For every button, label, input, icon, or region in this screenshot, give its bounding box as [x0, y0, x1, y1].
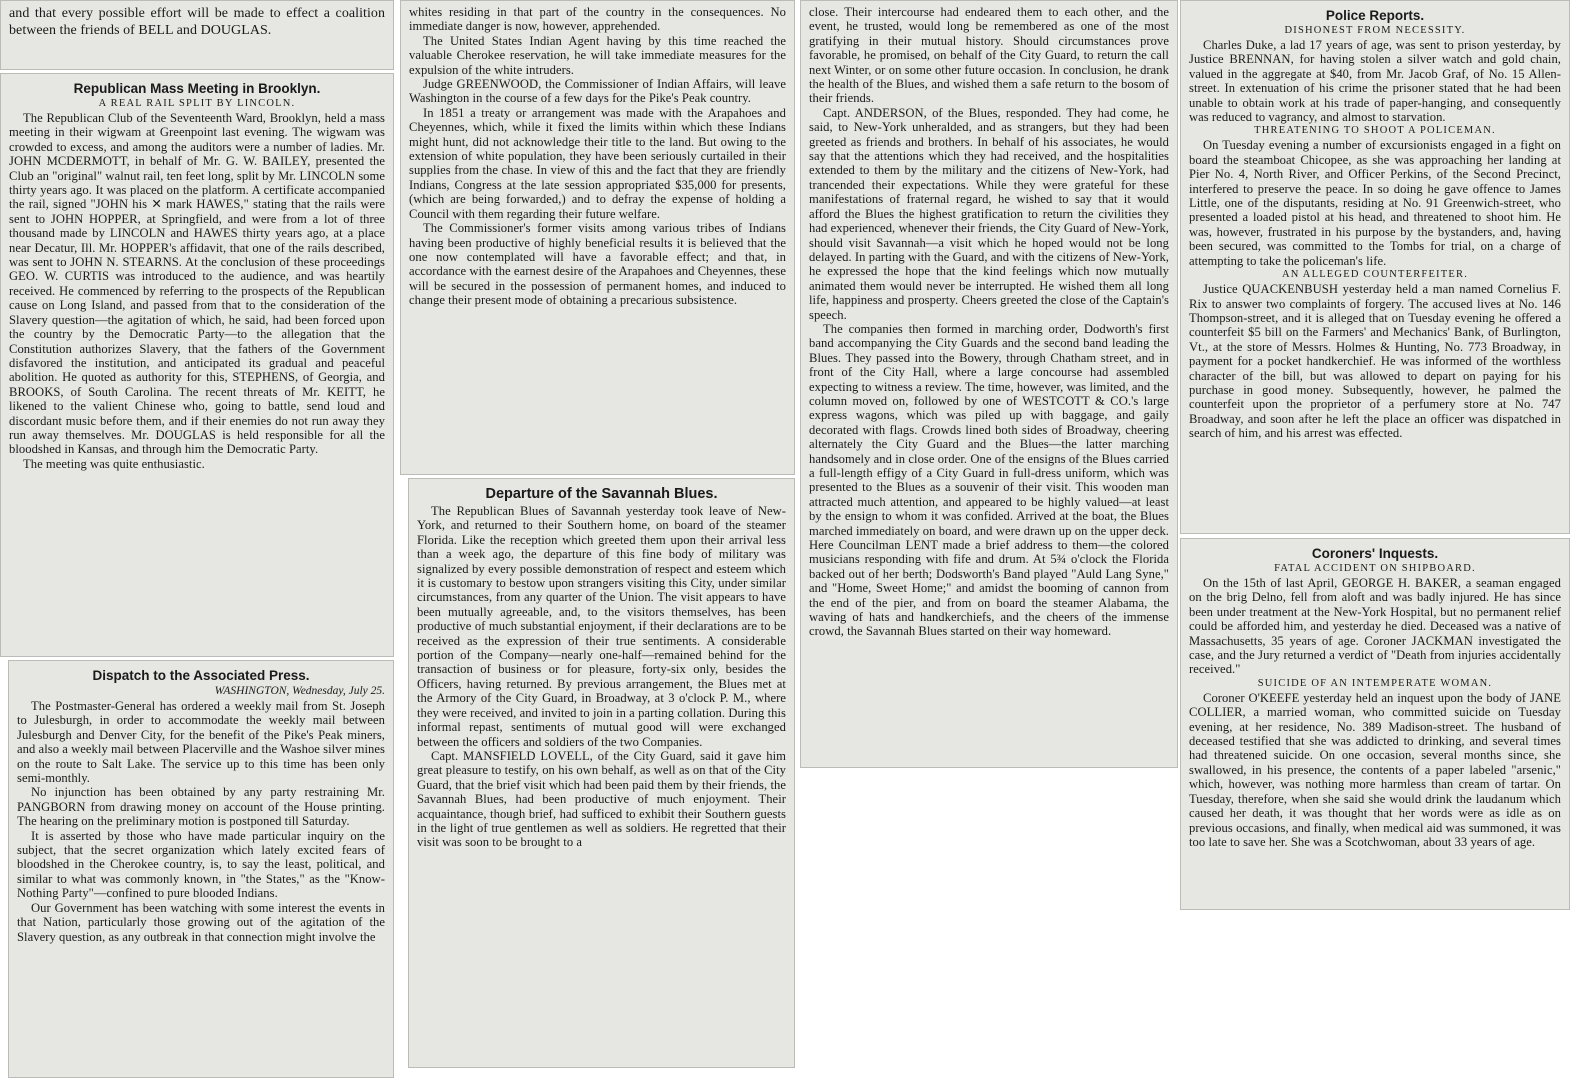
paragraph: whites residing in that part of the country in the consequences. No immediate danger is now, however, apprehended. — [409, 5, 786, 34]
paragraph: Capt. MANSFIELD LOVELL, of the City Guard, said it gave him great pleasure to testify, on his own behalf, as well as on that of the City Guard, that the brief visit which had been paid them by their friends, the Savannah Blues, had been productive of much enjoyment. Their acquaintance, though brief, had sufficed to exhibit their Southern guests in the light of true gentlemen as well as soldiers. He regretted that their visit was soon to be brought to a — [417, 748, 786, 850]
clipping-police-reports — [1180, 0, 1570, 534]
paragraph: Coroner O'KEEFE yesterday held an inquest upon the body of JANE COLLIER, a married woman, who committed suicide on Tuesday evening, at her residence, No. 389 Madison-street. The husband of deceased testified that she was addicted to drinking, and several times had threatened suicide. On one occasion, several months since, she swallowed, in his presence, the contents of a paper labeled "arsenic," which, however, was nothing more harmless than cream of tartar. On Tuesday, therefore, when she said she would drink the laudanum which caused her death, it was thought that her words were as idle as on previous occasions, and finally, when medical aid was summoned, it was too late to save her. She was a Scotchwoman, about 33 years of age. — [1189, 690, 1561, 849]
paragraph: Our Government has been watching with some interest the events in that Nation, particularly those growing out of the agitation of the Slavery question, as any outbreak in that connection might involve the — [17, 900, 385, 944]
dateline: WASHINGTON, Wednesday, July 25. — [214, 685, 385, 697]
clipping-text: and that every possible effort will be made to effect a coalition between the friends of BELL and DOUGLAS. — [9, 6, 385, 38]
clipping-associated-press — [8, 660, 394, 1078]
paragraph: The United States Indian Agent having by this time reached the valuable Cherokee reservation, he will take immediate measures for the expulsion of the white intruders. — [409, 33, 786, 77]
paragraph: The companies then formed in marching order, Dodworth's first band accompanying the City Guards and the second band leading the Blues. They passed into the Bowery, through Chatham street, and in front of the City Hall, where a large concourse had assembled expecting to witness a review. The time, however, was limited, and the column moved on, followed by one of WESTCOTT & CO.'s large express wagons, which was piled up with baggage, and gaily decorated with flags. Crowds lined both sides of Broadway, cheering alternately the City Guard and the Blues—the latter marching handsomely and in close order. One of the ensigns of the Blues carried a full-length effigy of a City Guard in full-dress uniform, which was presented to the Blues as a souvenir of their visit. This wooden man attracted much attention, and appeared to be highly valued—at least by the ensign to whom it was confided. Arrived at the boat, the Blues marched immediately on board, and were drawn up on the upper deck. Here Councilman LENT made a brief address to them—the colored musicians responding with fife and drum. At 5¾ o'clock the Florida backed out of her berth; Dodsworth's Band played "Auld Lang Syne," and "Home, Sweet Home;" and amidst the booming of cannon from the end of the pier, and from on board the steamer Alabama, the waving of hats and handkerchiefs, and the cheers of the immense crowd, the Savannah Blues started on their way homeward. — [809, 321, 1169, 639]
paragraph: Charles Duke, a lad 17 years of age, was sent to prison yesterday, by Justice BRENNAN, for having stolen a silver watch and gold chain, valued in the aggregate at $40, from Mr. Jacob Graf, of No. 15 Allen-street. In extenuation of his crime the prisoner stated that he had been unable to obtain work at his trade of paper-hanging, and consequently was reduced to vagrancy, and almost to starvation. — [1189, 38, 1561, 125]
subheadline: AN ALLEGED COUNTERFEITER. — [1281, 269, 1469, 281]
clipping-coalition — [0, 0, 394, 70]
subheadline: DISHONEST FROM NECESSITY. — [1284, 25, 1466, 36]
clipping-savannah-blues — [408, 478, 795, 1068]
paragraph: The Postmaster-General has ordered a weekly mail from St. Joseph to Julesburgh, in order to accommodate the weekly mail between Julesburgh and Denver City, for the benefit of the Pike's Peak miners, and also a weekly mail between Placerville and the Washoe silver mines on the route to Salt Lake. The service up to this time has been only semi-monthly. — [17, 699, 385, 786]
clipping-brooklyn-meeting — [0, 73, 394, 657]
headline: Coroners' Inquests. — [1311, 546, 1439, 561]
paragraph: The Republican Club of the Seventeenth Ward, Brooklyn, held a mass meeting in their wigwam at Greenpoint last evening. The wigwam was crowded to excess, and among the auditors were a number of ladies. Mr. JOHN MCDERMOTT, in behalf of Mr. G. W. BAILEY, presented the Club an "original" walnut rail, ten feet long, split by Mr. LINCOLN some thirty years ago. It was placed on the platform. A certificate accompanied the rail, signed "JOHN his ✕ mark HAWES," stating that the rails were sent to JOHN HOPPER, at Springfield, and were from a lot of three thousand made by LINCOLN and HAWES thirty years ago, at a place near Decatur, Ill. Mr. HOPPER's affidavit, that one of the rails described, was sent to JOHN N. STEARNS. At the conclusion of these proceedings GEO. W. CURTIS was introduced to the audience, and was heartily received. He commenced by referring to the prospects of the Republican cause on Long Island, and passed from that to the consideration of the Slavery question—the agitation of which, he said, had been forced upon the country by the Democratic Party—to the allegation that the Constitution authorizes Slavery, that the fathers of the Government disfavored the institution, and anticipated its gradual and peaceful abolition. He quoted as authority for this, STEPHENS, of Georgia, and BROOKS, of South Carolina. The recent threats of Mr. KEITT, he likened to the valient Chinese who, going to battle, send loud and discordant music before them, and if their enemies do not run away they run away themselves. Mr. DOUGLAS is held responsible for all the bloodshed in Kansas, and through him the Democratic Party. — [9, 111, 385, 457]
paragraph: On Tuesday evening a number of excursionists engaged in a fight on board the steamboat Chicopee, as she was approaching her landing at Pier No. 4, North River, and Officer Perkins, of the Second Precinct, interfered to preserve the peace. In so doing he gave offence to James Little, one of the disputants, residing at No. 91 Greenwich-street, who presented a loaded pistol at his head, and threatened to shoot him. He was, however, frustrated in his purpose by the bystanders, and, having been secured, was committed to the Tombs for trial, on a charge of attempting to take the policeman's life. — [1189, 138, 1561, 268]
paragraph: Capt. ANDERSON, of the Blues, responded. They had come, he said, to New-York unheralded, and as strangers, but they had been greeted as friends and brothers. In behalf of his associates, he would say that the attentions which they had received, and the hospitalities extended to them by the military and the citizens of New-York, had trancended their expectations. While they were grateful for these manifestations of fraternal regard, he wished to say that it would afford the Blues the highest gratification to return the civilities they had experienced, whenever their friends, the City Guard of New-York, should visit Savannah—a visit which he hoped would not be long delayed. In parting with the Guard, and with the citizens of New-York, he expressed the hope that the kind feelings which now mutually animated them would never be interrupted. He wished them all long life, happiness and prosperty. Cheers greeted the close of the Captain's speech. — [809, 105, 1169, 322]
subheadline: THREATENING TO SHOOT A POLICEMAN. — [1254, 125, 1496, 137]
paragraph: The Commissioner's former visits among various tribes of Indians having been productive of highly beneficial results it is believed that the one now contemplated will have a favorable effect; and that, in accordance with the earnest desire of the Arapahoes and Cheyennes, these will be secured in the possession of permanent homes, and induced to change their present mode of obtaining a precarious subsistence. — [409, 221, 786, 308]
paragraph: In 1851 a treaty or arrangement was made with the Arapahoes and Cheyennes, which, while it fixed the limits within which these Indians might hunt, did not acknowledge their title to the land. But owing to the extension of white population, they have been seriously curtailed in their supplies from the chase. In view of this and the fact that they are friendly Indians, Congress at the late session appropriated $35,000 for presents, (which are being forwarded,) and to defray the expense of holding a Council with them regarding their future welfare. — [409, 105, 786, 221]
subheadline: FATAL ACCIDENT ON SHIPBOARD. — [1274, 563, 1476, 574]
paragraph: Justice QUACKENBUSH yesterday held a man named Cornelius F. Rix to answer two complaints of forgery. The accused lives at No. 146 Thompson-street, and it is alleged that on Tuesday evening he offered a counterfeit $5 bill on the Farmers' and Mechanics' Bank, of Burlington, Vt., at the store of Messrs. Holmes & Hunting, No. 773 Broadway, in payment for a pocket handkerchief. He was informed of the worthless character of the bill, but was allowed to depart on paying for his purchase in good money. Subsequently, however, he palmed the counterfeit upon the proprietor of a perfumery store at No. 747 Broadway, and soon after he left the place an officer was dispatched in search of him, and his arrest was effected. — [1189, 282, 1561, 441]
paragraph: close. Their intercourse had endeared them to each other, and the event, he trusted, would long be remembered as one of the most gratifying in their mutual history. Should circumstances prove favorable, he promised, on behalf of the City Guard, to return the call next Winter, or on some other future occasion. In conclusion, he drank the health of the Blues, and wished them a safe return to the bosom of their friends. — [809, 5, 1169, 106]
headline: Republican Mass Meeting in Brooklyn. — [73, 81, 321, 96]
clipping-savannah-blues-continued — [800, 0, 1178, 768]
clipping-coroners-inquests — [1180, 538, 1570, 910]
headline: Dispatch to the Associated Press. — [92, 668, 310, 683]
paragraph: Judge GREENWOOD, the Commissioner of Indian Affairs, will leave Washington in the course of a few days for the Pike's Peak country. — [409, 77, 786, 106]
subheadline: A REAL RAIL SPLIT BY LINCOLN. — [98, 98, 296, 109]
paragraph: The Republican Blues of Savannah yesterday took leave of New-York, and returned to their Southern home, on board of the steamer Florida. Like the reception which greeted them upon their arrival less than a week ago, the departure of this fine body of military was signalized by every possible demonstration of respect and esteem which it is customary to bestow upon strangers visiting this City, under similar circumstances, from any quarter of the Union. The visit appears to have been mutually agreeable, and, to the visitors themselves, has been productive of much substantial enjoyment, if their declarations are to be received as the expression of their true sentiments. A considerable portion of the Company—nearly one-half—remained behind for the transaction of business or for pleasure, forty-six only, besides the Officers, having returned. By previous arrangement, the Blues met at the Armory of the City Guard, in Broadway, at 3 o'clock P. M., where they were received, and invited to join in a parting collation. During this informal repast, sentiments of mutual good will were exchanged between the officers and soldiers of the two Companies. — [417, 504, 786, 749]
paragraph: The meeting was quite enthusiastic. — [23, 456, 205, 471]
clipping-indian-affairs — [400, 0, 795, 475]
paragraph: On the 15th of last April, GEORGE H. BAKER, a seaman engaged on the brig Delno, fell from aloft and was badly injured. He has since been under treatment at the New-York Hospital, but no permanent relief could be afforded him, and yesterday he died. Deceased was a native of Massachusetts, 35 years of age. Coroner JACKMAN investigated the case, and the Jury returned a verdict of "Death from injuries accidentally received." — [1189, 576, 1561, 677]
paragraph: It is asserted by those who have made particular inquiry on the subject, that the secret organization which lately excited fears of bloodshed in the Cherokee country, is, to say the least, political, and similar to what was commonly known, in "the States," as the "Know-Nothing Party"—confined to pure blooded Indians. — [17, 828, 385, 901]
headline: Police Reports. — [1325, 8, 1425, 23]
subheadline: SUICIDE OF AN INTEMPERATE WOMAN. — [1257, 677, 1493, 689]
paragraph: No injunction has been obtained by any party restraining Mr. PANGBORN from drawing money on account of the House printing. The hearing on the preliminary motion is postponed till Saturday. — [17, 785, 385, 829]
headline: Departure of the Savannah Blues. — [485, 486, 718, 502]
